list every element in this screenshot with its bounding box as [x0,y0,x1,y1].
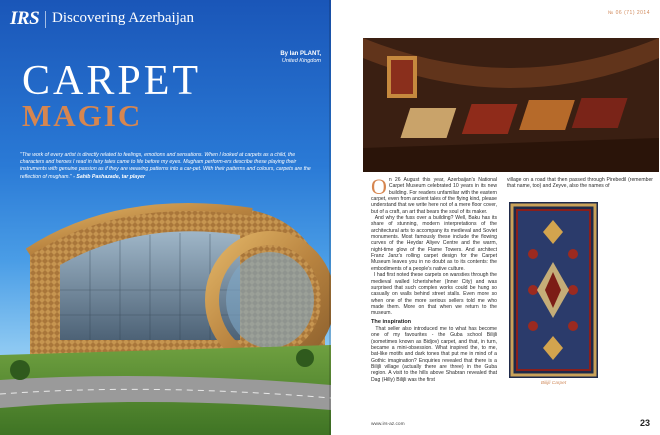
right-page [331,0,660,435]
section-title: Discovering Azerbaijan [52,10,195,26]
magazine-logo: IRS [10,8,40,29]
drop-cap: O [371,174,387,199]
pull-quote-text: "The work of every artist is directly related to feelings, emotions and sensations. When I looked at carpets as a child, the characters and heroes I read in fairy tales came to life before my eyes. Mugham perform-ers describe these playing their instruments with genuine passion as if they are weaving patterns into a car-pet. With their patterns and colours, carpets are the reflection of mugham." [20,152,311,180]
paragraph: That seller also introduced me to what has become one of my favourites - the Guba school Bilijli (sometimes known as Bidjov) carpet, and that, in turn, became a mini-obsession. What inspired the, to me, bat-like motifs and dark tones that put me in mind of a Gothic imagination? Enquiries revealed that there is a Bilijli village (actually there are three) in the Guba region. A visit to the hills above Shabran revealed that Dag (Hilly) Bilijli was the first [371,325,497,383]
paragraph: And why the fuss over a building? Well, Baku has its share of stunning, modern interpretations of the architectural arts to accompany its medieval and Soviet monuments. Most famously these include the flowing curves of the Heydar Aliyev Centre and the warm, night-time glow of the Flame Towers. And architect Franz Janz's rolling carpet design for the Carpet Museum leaves you in no doubt as to its contents: the embodiments of a people's native culture. [371,215,497,272]
bilijli-carpet-photo [509,202,598,378]
headline-magic: MAGIC [22,98,143,133]
byline-location: United Kingdom [281,58,321,64]
carpet-caption: Bilijli Carpet [540,381,567,386]
headline-carpet: CARPET [22,58,202,104]
paragraph: n 26 August this year, Azerbaijan's National Carpet Museum celebrated 10 years in its new building. For readers unfamiliar with the eastern carpet, even from ancient tales of the flying kind, please understand that we write here not of a mere floor cover, but of a craft, an art that bears the soul of its maker. [371,177,497,215]
pull-quote-attribution: - Sahib Pashazade, tar player [73,173,145,180]
article-column-1 [371,174,497,383]
logo-separator [45,11,46,28]
museum-interior-photo [363,38,659,172]
pull-quote [20,152,312,181]
article-column-2 [507,177,653,190]
paragraph: I had first noted these carpets on wansties through the medieval walled Icherisheher (Inner City) and was surprised that such complex works could be hung so casually on walls behind street stalls. Even more so when one of the more serious sellers told me who made them. More on that when we return to the museum. [371,272,497,317]
footer-url: www.irs-az.com [371,422,405,427]
subheading: The inspiration [371,318,412,325]
paragraph: village on a road that then passed through Pirebedil (remember that name, too) and Zeyve, also the names of [507,177,653,190]
issue-header: № 06 (71) 2014 [607,10,650,16]
page-number: 23 [639,418,650,428]
carpet-museum-photo [0,180,331,435]
byline-author: By Ian PLANT, [280,51,321,57]
